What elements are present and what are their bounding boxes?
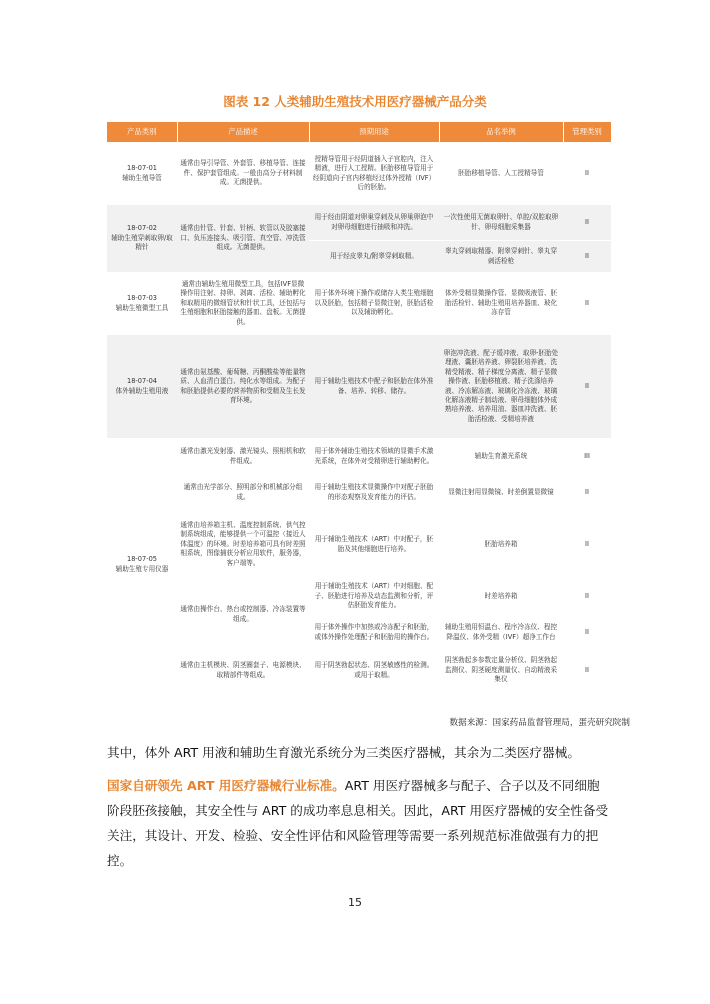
use-cell: 用于辅助生殖技术中配子和胚胎在体外准备、培养、转移、储存。: [309, 335, 439, 439]
header-intended-use: 预期用途: [309, 122, 439, 143]
table-row: [107, 511, 611, 579]
table-row: [107, 143, 611, 205]
example-cell: 辅助生育激光系统: [439, 439, 563, 475]
use-cell: 用于阴茎勃起状态、阴茎敏感性的检测。或用于取精。: [309, 651, 439, 691]
product-classification-table: [107, 122, 612, 691]
page-number: 15: [348, 896, 362, 909]
class-cell: II: [563, 615, 611, 651]
category-cell: 18-07-02 辅助生殖穿刺取卵/取精针: [107, 205, 177, 273]
description-cell: 通常由导引导管、外套管、移植导管、连接件、保护套管组成。一般由高分子材料制成。无菌提供。: [177, 143, 309, 205]
class-cell: II: [563, 335, 611, 439]
header-class: 管理类别: [563, 122, 611, 143]
use-cell: 用于辅助生殖技术（ART）中对配子，胚胎及其他细胞进行培养。: [309, 511, 439, 579]
class-cell: II: [563, 579, 611, 615]
class-cell: II: [563, 511, 611, 579]
paragraph-summary-text: 其中，体外 ART 用液和辅助生育激光系统分为三类医疗器械，其余为二类医疗器械。: [107, 745, 580, 760]
use-cell: 用于辅助生殖技术显微操作中对配子胚胎的形态观察及发育能力的评估。: [309, 475, 439, 511]
example-cell: 一次性使用无菌取卵针、单腔/双腔取卵针、卵母细胞采集器: [439, 205, 563, 241]
category-cell: 18-07-04 体外辅助生殖用液: [107, 335, 177, 439]
class-cell: II: [563, 143, 611, 205]
paragraph-summary: [107, 740, 611, 765]
example-cell: 胚胎移植导管、人工授精导管: [439, 143, 563, 205]
use-cell: 用于体外操作中加热或冷冻配子和胚胎，或体外操作处理配子和胚胎用的操作台。: [309, 615, 439, 651]
table-row: [107, 273, 611, 335]
table-row: [107, 579, 611, 615]
description-cell: 通常由氨基酸、葡萄糖、丙酮酸盐等能量物质、人血清白蛋白、纯化水等组成。为配子和胚胎提供必要的营养物质和受精及生长发育环境。: [177, 335, 309, 439]
description-cell: 通常由激光发射器、激光镜头、照相机和软件组成。: [177, 439, 309, 475]
example-cell: 卵泡冲洗液、配子缓冲液、取卵-胚胎处理液、囊胚培养液、卵裂胚培养液、洗精受精液、精子梯度分离液、精子显微操作液、胚胎移植液、精子洗涤培养液、冷冻解冻液、玻璃化冷冻液、玻璃化解冻液精子制动液、卵母细胞体外成熟培养液、培养用油、器皿冲洗液、胚胎活检液、受精培养液: [439, 335, 563, 439]
category-cell: 18-07-05 辅助生殖专用仪器: [107, 439, 177, 691]
class-cell: II: [563, 205, 611, 241]
data-source: 数据来源：国家药品监督管理局，蛋壳研究院制: [449, 718, 630, 728]
header-description: 产品描述: [177, 122, 309, 143]
example-cell: 辅助生殖用恒温台、程序冷冻仪、程控降温仪、体外受精（IVF）超净工作台: [439, 615, 563, 651]
table-title: 图表 12 人类辅助生殖技术用医疗器械产品分类: [223, 94, 487, 109]
description-cell: 通常由光学部分、照明部分和机械部分组成。: [177, 475, 309, 511]
description-cell: 通常由辅助生殖用微型工具，包括IVF显微操作用注射、持卵、剥离、活检、辅助孵化和取精用的微细管状和针状工具，还包括与生殖细胞和胚胎接触的器皿、盘板。无菌提供。: [177, 273, 309, 335]
category-cell: 18-07-01 辅助生殖导管: [107, 143, 177, 205]
example-cell: 显微注射用显微镜、时差倒置显微镜: [439, 475, 563, 511]
example-cell: 体外受精显微操作管、显微吸液管、胚胎活检针、辅助生殖用培养器皿、玻化冻存管: [439, 273, 563, 335]
table-row: [107, 335, 611, 439]
description-cell: 通常由主机模块、阴茎圈套子、电源模块、取精部件等组成。: [177, 651, 309, 691]
description-cell: 通常由针管、针套、针柄、软管以及胶塞接口、负压连接头、吸引管、真空管、冲洗管组成。无菌提供。: [177, 205, 309, 273]
example-cell: 时差培养箱: [439, 579, 563, 615]
table-header-row: [107, 122, 611, 143]
class-cell: II: [563, 241, 611, 273]
header-example: 品名举例: [439, 122, 563, 143]
use-cell: 授精导管用于经阴道插入子宫腔内，注入精液，进行人工授精。胚胎移植导管用于经阴道向子宫内移植经过体外授精（IVF）后的胚胎。: [309, 143, 439, 205]
table-row: [107, 651, 611, 691]
table-row: [107, 439, 611, 475]
paragraph-body: ART 用医疗器械多与配子、合子以及不同细胞阶段胚孩接触，其安全性与 ART 的成功率息息相关。因此，ART 用医疗器械的安全性备受关注，其设计、开发、检验、安全性评估和风险管理等需要一系列规范标准做强有力的把控。: [107, 778, 609, 868]
description-cell: 通常由培养箱主机、温度控制系统、供气控制系统组成，能够提供一个可温控（接近人体温度）的环境。时差培养箱可具有时差照相系统，图像捕获分析应用软件，服务器，客户端等。: [177, 511, 309, 579]
example-cell: 胚胎培养箱: [439, 511, 563, 579]
class-cell: III: [563, 439, 611, 475]
class-cell: II: [563, 475, 611, 511]
category-cell: 18-07-03 辅助生殖微型工具: [107, 273, 177, 335]
example-cell: 阴茎勃起多参数定量分析仪、阴茎勃起监测仪、阴茎硬度测量仪、自动精液采集仪: [439, 651, 563, 691]
paragraph-standards: [107, 773, 611, 873]
example-cell: 睾丸穿刺取精器、附睾穿刺针、睾丸穿刺活检枪: [439, 241, 563, 273]
class-cell: II: [563, 651, 611, 691]
description-cell: 通常由操作台、热台或控制器、冷冻装置等组成。: [177, 579, 309, 651]
header-category: 产品类别: [107, 122, 177, 143]
use-cell: 用于体外辅助生殖技术领域的显微手术激光系统，在体外对受精卵进行辅助孵化。: [309, 439, 439, 475]
table-row: [107, 475, 611, 511]
class-cell: II: [563, 273, 611, 335]
use-cell: 用于辅助生殖技术（ART）中对细胞、配子、胚胎进行培养及动态监测和分析，评估胚胎发育能力。: [309, 579, 439, 615]
paragraph-highlight: 国家自研领先 ART 用医疗器械行业标准。: [107, 778, 345, 793]
table-row: [107, 205, 611, 241]
use-cell: 用于经由阴道对卵巢穿刺及从卵巢卵泡中对卵母细胞进行抽吸和冲洗。: [309, 205, 439, 241]
use-cell: 用于经皮睾丸/附睾穿刺取精。: [309, 241, 439, 273]
use-cell: 用于体外环境下操作或储存人类生殖细胞以及胚胎，包括精子显微注射，胚胎活检以及辅助孵化。: [309, 273, 439, 335]
